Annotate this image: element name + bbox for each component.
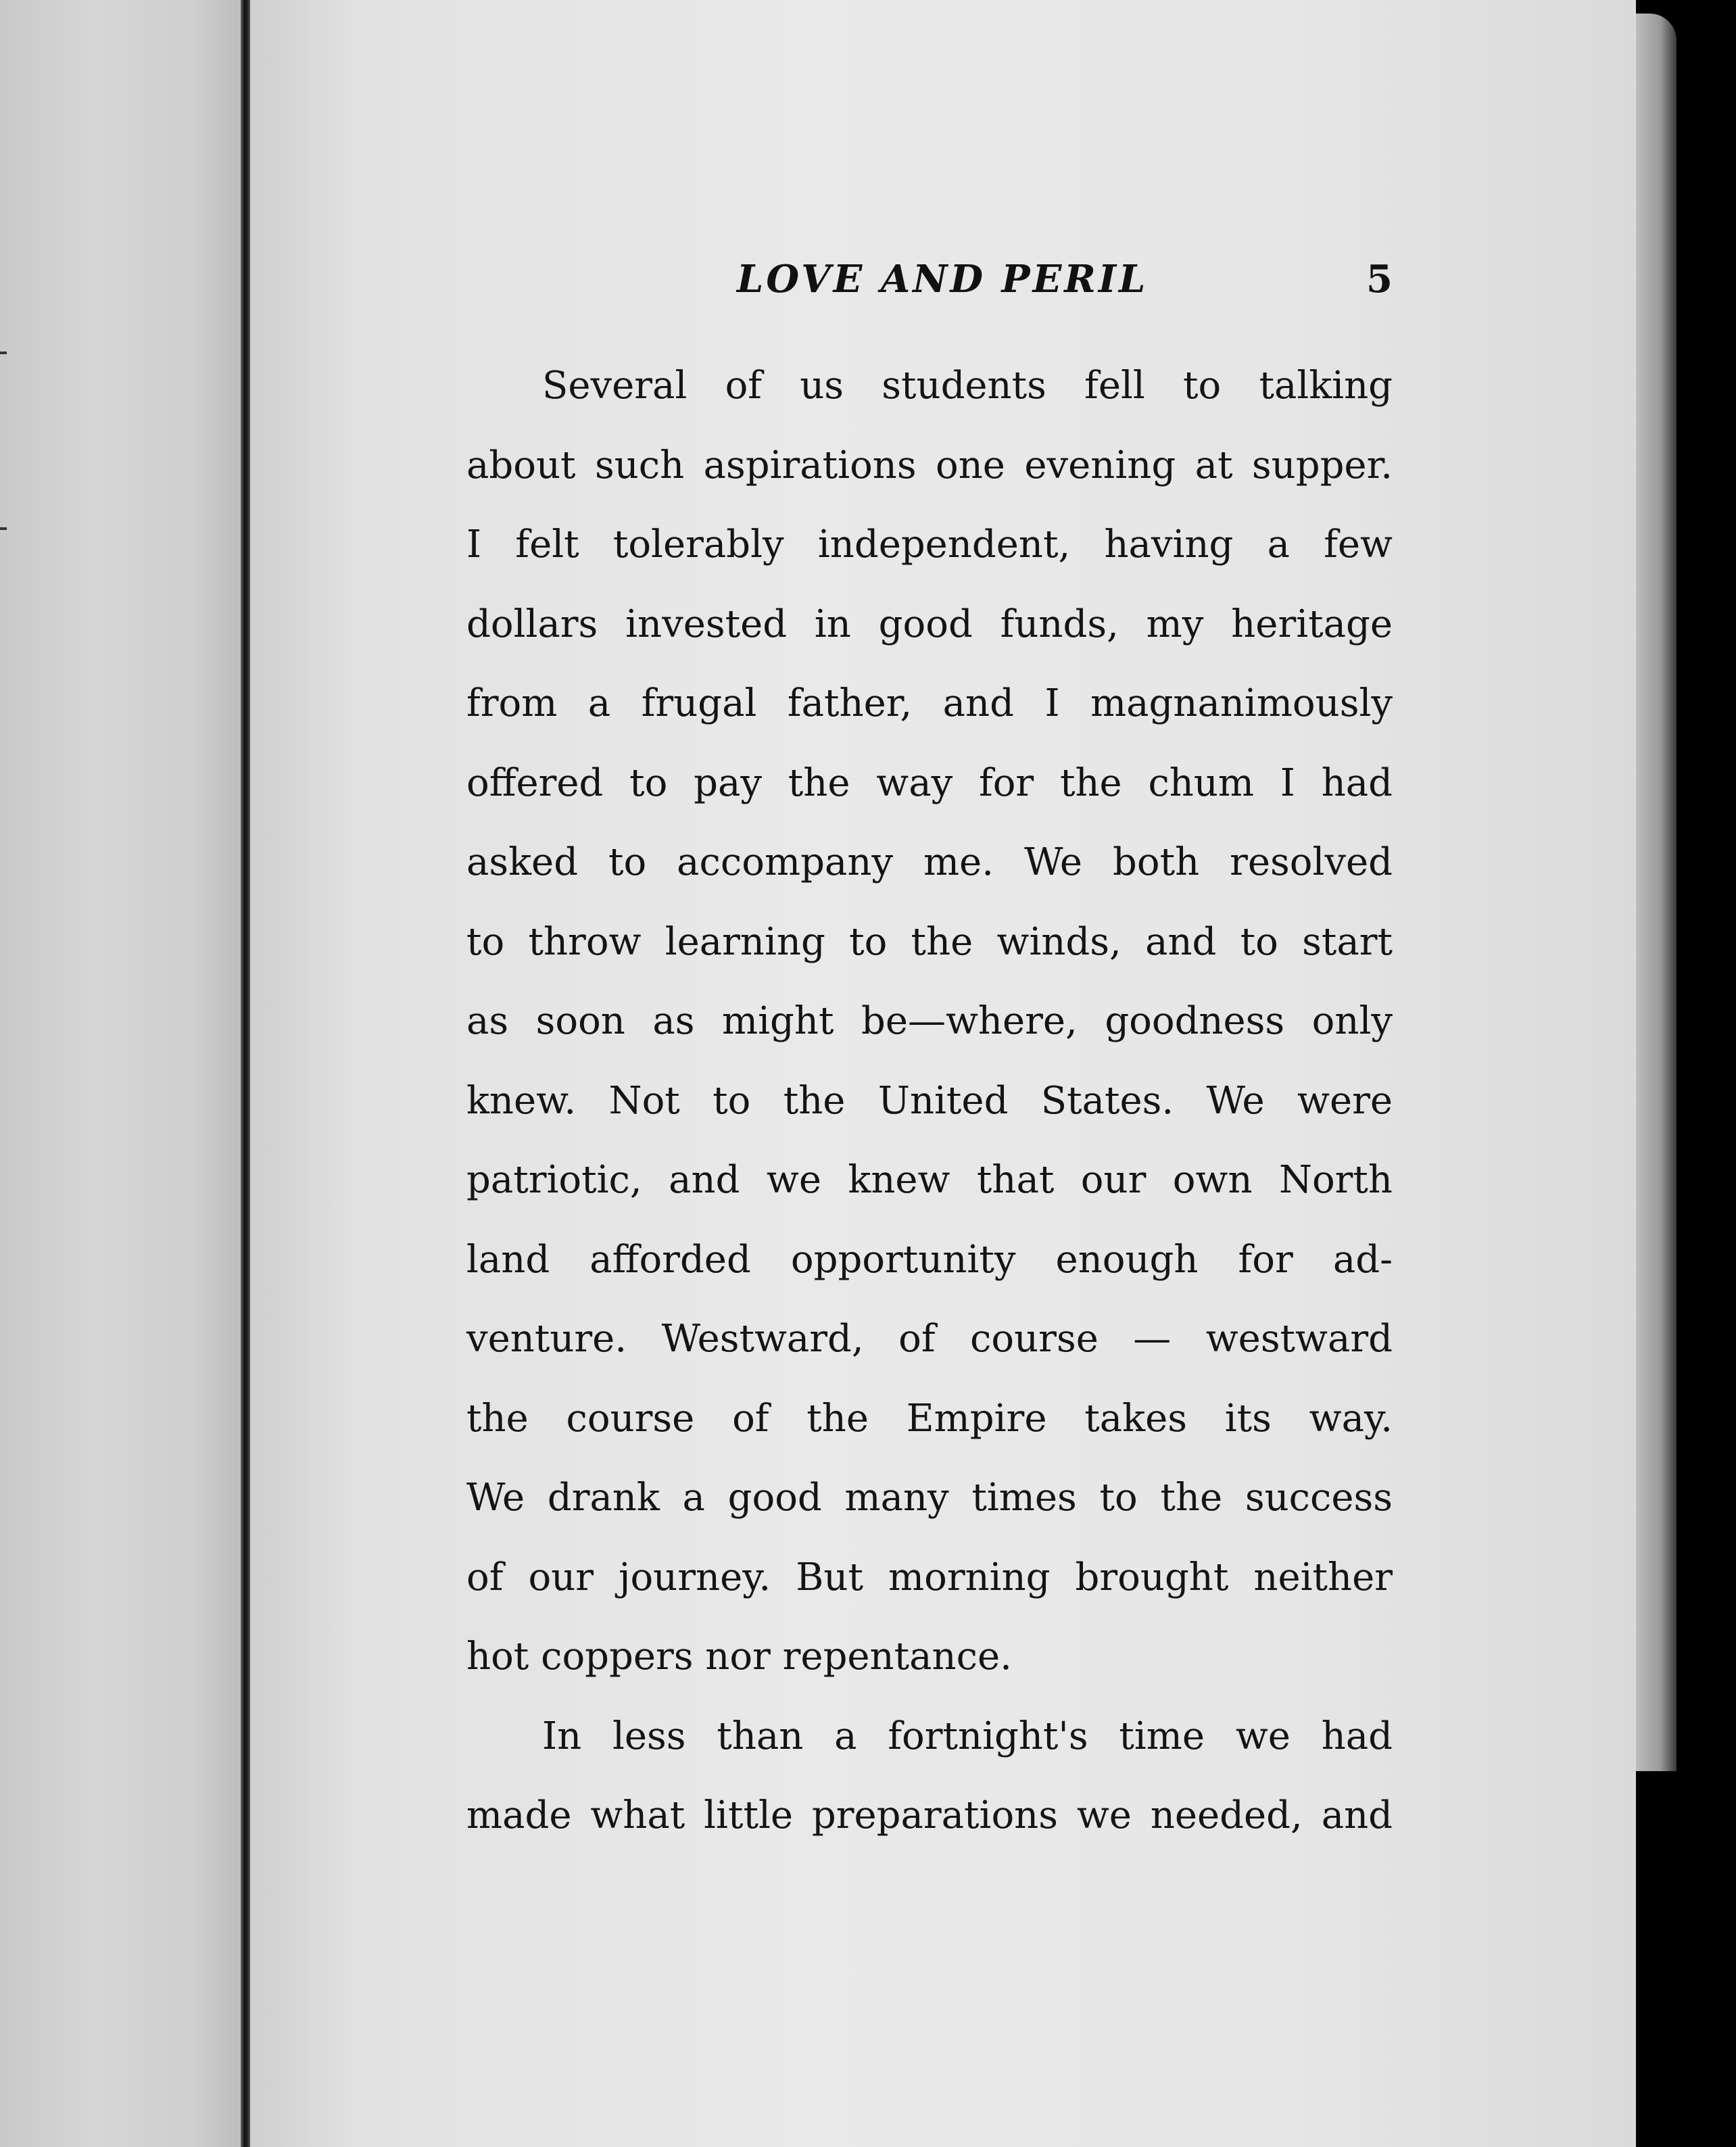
page-body <box>466 346 1393 1856</box>
text-line: We drank a good many times to the success <box>466 1476 1393 1520</box>
text-line: patriotic, and we knew that our own North <box>466 1158 1393 1202</box>
text-line: land afforded opportunity enough for ad- <box>466 1237 1393 1282</box>
text-line: hot coppers nor repentance. <box>466 1635 1012 1679</box>
text-line: made what little preparations we needed, and <box>466 1793 1393 1837</box>
edge-mark <box>0 527 7 530</box>
running-head: LOVE AND PERIL <box>737 257 1149 301</box>
text-line: from a frugal father, and I magnanimously <box>466 681 1393 725</box>
text-line: knew. Not to the United States. We were <box>466 1078 1393 1123</box>
text-line: about such aspirations one evening at supper. <box>466 443 1393 487</box>
text-line: as soon as might be—where, goodness only <box>466 999 1393 1043</box>
text-line: venture. Westward, of course — westward <box>466 1317 1393 1361</box>
text-line: dollars invested in good funds, my heritage <box>466 602 1393 646</box>
text-line: offered to pay the way for the chum I had <box>466 761 1393 805</box>
text-line: of our journey. But morning brought neither <box>466 1555 1393 1599</box>
text-line: Several of us students fell to talking <box>542 364 1393 408</box>
text-line: asked to accompany me. We both resolved <box>466 840 1393 884</box>
text-line: to throw learning to the winds, and to start <box>466 919 1393 964</box>
book-gutter <box>241 0 250 2147</box>
page-number: 5 <box>1366 257 1393 301</box>
text-line: In less than a fortnight's time we had <box>542 1714 1393 1758</box>
text-line: the course of the Empire takes its way. <box>466 1396 1393 1441</box>
page-edge-shadow <box>1636 14 1677 1771</box>
text-line: I felt tolerably independent, having a few <box>466 523 1393 566</box>
previous-page-margin <box>0 0 241 2147</box>
page-header <box>466 257 1393 311</box>
edge-mark <box>0 352 7 354</box>
